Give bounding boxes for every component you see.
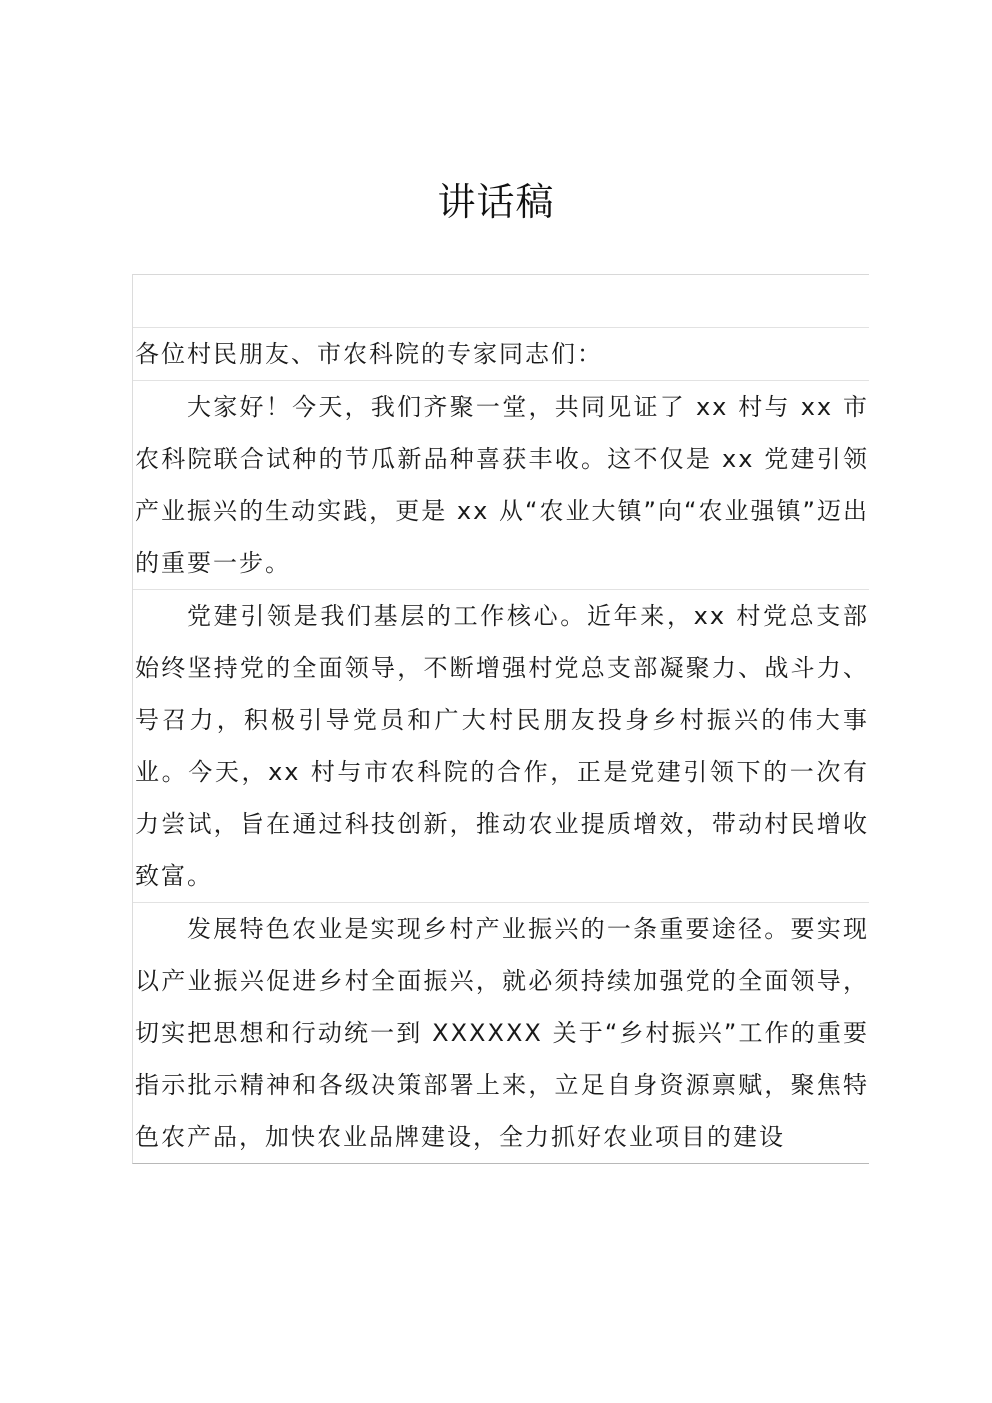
salutation: 各位村民朋友、市农科院的专家同志们： [133, 328, 869, 381]
paragraph-3: 发展特色农业是实现乡村产业振兴的一条重要途径。要实现以产业振兴促进乡村全面振兴，就必须持续加强党的全面领导，切实把思想和行动统一到 XXXXXX 关于“乡村振兴”工作的重要指示批示精神和各级决策部署上来，立足自身资源禀赋，聚焦特色农产品，加快农业品牌建设，全力抓好农业项目的建设 [135, 915, 869, 1151]
blank-row [133, 275, 869, 328]
paragraph-2: 党建引领是我们基层的工作核心。近年来，xx 村党总支部始终坚持党的全面领导，不断增强村党总支部凝聚力、战斗力、号召力，积极引导党员和广大村民朋友投身乡村振兴的伟大事业。今天，xx 村与市农科院的合作，正是党建引领下的一次有力尝试，旨在通过科技创新，推动农业提质增效，带动村民增收致富。 [133, 590, 869, 903]
page-title: 讲话稿 [437, 180, 555, 224]
speech-body [132, 274, 869, 1164]
paragraph-1: 大家好！今天，我们齐聚一堂，共同见证了 xx 村与 xx 市农科院联合试种的节瓜新品种喜获丰收。这不仅是 xx 党建引领产业振兴的生动实践，更是 xx 从“农业大镇”向“农业强镇”迈出的重要一步。 [133, 381, 869, 590]
